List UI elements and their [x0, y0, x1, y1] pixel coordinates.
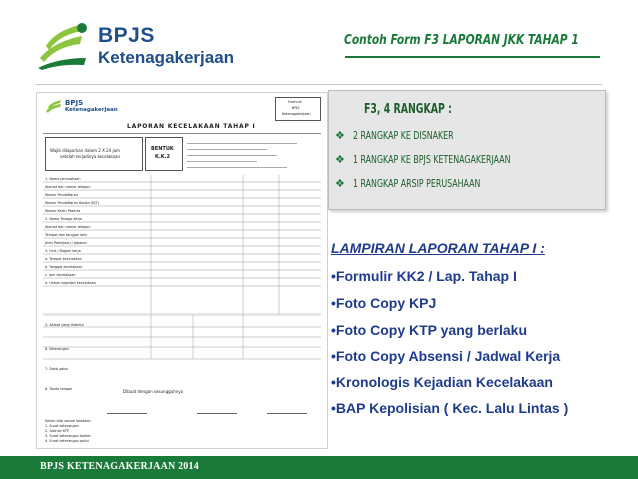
field-9: Jenis Pekerjaan / Jabatan [45, 241, 87, 245]
attachment-item: •BAP Kepolisian ( Kec. Lalu Lintas ) [331, 400, 569, 416]
field-15: 5. Akibat yang diderita [45, 323, 84, 327]
note-a: Kolom diisi sesuai keadaan [45, 419, 91, 423]
attachment-item: •Foto Copy KPJ [331, 295, 437, 311]
form-grid [43, 175, 321, 315]
note-e: 4. Surat keterangan polisi [45, 439, 89, 443]
bpjs-logo-mark-icon [36, 18, 90, 70]
form-logo-word: BPJS [65, 99, 84, 107]
copies-item-2 [335, 153, 563, 166]
attachment-item: •Formulir KK2 / Lap. Tahap I [331, 268, 517, 284]
diamond-bullet-icon: ❖ [335, 177, 345, 190]
attachment-item: •Foto Copy Absensi / Jadwal Kerja [331, 348, 561, 364]
copies-item-3-text: 1 RANGKAP ARSIP PERUSAHAAN [353, 178, 481, 190]
header-divider [36, 84, 602, 85]
field-18: 8. Tanda tangan [45, 387, 73, 391]
form-preview-image [36, 92, 328, 449]
field-8: Tempat dan tanggal lahir [45, 233, 88, 237]
note-d: 3. Surat keterangan dokter [45, 434, 91, 438]
form-logo-icon [45, 99, 63, 115]
field-6: 2. Nama Tenaga Kerja [45, 217, 83, 221]
slide-title: Contoh Form F3 LAPORAN JKK TAHAP 1 [344, 33, 579, 48]
title-underline [345, 56, 600, 58]
note-b: 1. Surat keterangan [45, 424, 79, 428]
field-17: 7. Saksi-saksi [45, 367, 68, 371]
copies-item-1-text: 2 RANGKAP KE DISNAKER [353, 130, 454, 142]
sig-line-1 [107, 413, 147, 414]
form-corner-box [275, 97, 321, 121]
diamond-bullet-icon: ❖ [335, 153, 345, 166]
note-c: 2. Salinan KTP [45, 429, 69, 433]
form-grid-lower [43, 315, 321, 361]
copies-item-1 [335, 129, 487, 142]
form-note-box [45, 137, 143, 171]
field-13: c. Jam kecelakaan [45, 273, 76, 277]
note-line-2: setelah terjadinya kecelakaan [60, 154, 120, 159]
diamond-bullet-icon: ❖ [335, 129, 345, 142]
form-rule [43, 133, 321, 134]
form-signature-label: Dibuat dengan sesungguhnya [123, 389, 184, 394]
copies-item-2-text: 1 RANGKAP KE BPJS KETENAGAKERJAAN [353, 154, 511, 166]
form-code-lines [187, 137, 317, 169]
field-10: 3. Unit / Bagian kerja [45, 249, 81, 253]
corner-line-3: Ketenagakerjaan [282, 112, 311, 116]
field-7: Alamat dan nomor telepon [45, 225, 91, 229]
note-line-1: Wajib dilaporkan dalam 2 X 24 jam [50, 148, 120, 153]
corner-line-1: Formulir [288, 100, 302, 104]
field-4: Nomor Pendaftaran Badan (KJT) [45, 201, 99, 205]
attachment-item: •Kronologis Kejadian Kecelakaan [331, 374, 553, 390]
field-16: 6. Keterangan [45, 347, 69, 351]
field-14: 4. Uraian kejadian kecelakaan [45, 281, 96, 285]
sig-line-3 [267, 413, 307, 414]
footer-text: BPJS KETENAGAKERJAAN 2014 [40, 461, 199, 472]
form-code-line-2: K.K.2 [155, 154, 171, 160]
copies-info-box [328, 90, 606, 210]
bpjs-logo [36, 14, 246, 74]
field-1: 1. Nama perusahaan [45, 177, 81, 181]
sig-line-2 [197, 413, 237, 414]
field-5: Nomor Kartu Peserta [45, 209, 81, 213]
field-2: Alamat dan nomor telepon [45, 185, 91, 189]
copies-heading: F3, 4 RANGKAP : [364, 102, 452, 117]
form-code-line-1: BENTUK [151, 146, 174, 152]
corner-line-2: BPJS [292, 106, 300, 110]
form-logo-sub: Ketenagakerjaan [65, 107, 118, 113]
field-11: a. Tempat kecelakaan [45, 257, 82, 261]
attachment-item: •Foto Copy KTP yang berlaku [331, 322, 527, 338]
logo-wordmark: BPJS [98, 24, 155, 47]
form-code-box [145, 137, 183, 171]
attachments-heading: LAMPIRAN LAPORAN TAHAP I : [331, 240, 545, 256]
logo-subtitle: Ketenagakerjaan [98, 48, 235, 67]
copies-item-3 [335, 177, 523, 190]
field-12: b. Tanggal kecelakaan [45, 265, 83, 269]
form-heading: LAPORAN KECELAKAAN TAHAP I [127, 123, 256, 130]
field-3: Nomor Pendaftaran [45, 193, 79, 197]
